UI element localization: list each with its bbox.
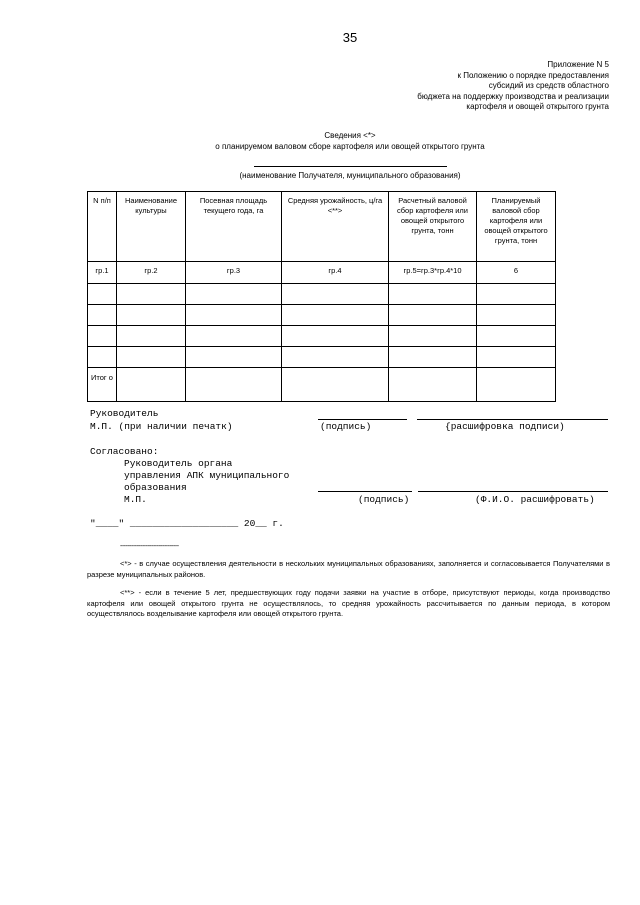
table-cell xyxy=(477,284,556,305)
table-cell xyxy=(282,284,389,305)
date-line: "____" ___________________ 20__ г. xyxy=(90,518,284,529)
harvest-table xyxy=(87,191,556,402)
table-cell xyxy=(117,284,186,305)
table-cell xyxy=(477,368,556,402)
recipient-name-line xyxy=(254,166,447,167)
table-cell xyxy=(282,347,389,368)
table-cell xyxy=(88,305,117,326)
header-cell: Расчетный валовой сбор картофеля или овощей открытого грунта, тонн xyxy=(389,192,477,262)
signature-line xyxy=(318,419,407,420)
agreed-stamp-label: М.П. xyxy=(124,494,147,505)
agreed-line-2: управления АПК муниципального xyxy=(124,470,290,481)
column-number-cell: гр.4 xyxy=(282,262,389,284)
table-row xyxy=(88,305,556,326)
table-cell xyxy=(117,326,186,347)
document-title xyxy=(0,130,640,152)
decode-line xyxy=(417,419,608,420)
table-cell xyxy=(282,368,389,402)
table-cell xyxy=(186,284,282,305)
agreed-name-caption: (Ф.И.О. расшифровать) xyxy=(475,494,595,505)
header-cell: Планируемый валовой сбор картофеля или овощей открытого грунта, тонн xyxy=(477,192,556,262)
agreed-name-line xyxy=(418,491,608,492)
table-cell xyxy=(186,326,282,347)
recipient-caption: (наименование Получателя, муниципального образования) xyxy=(239,171,461,180)
table-cell xyxy=(186,347,282,368)
table-cell xyxy=(389,368,477,402)
head-label: Руководитель xyxy=(90,408,159,419)
table-cell xyxy=(282,305,389,326)
header-cell: Посевная площадь текущего года, га xyxy=(186,192,282,262)
table-cell xyxy=(88,326,117,347)
title-line-2: о планируемом валовом сборе картофеля или овощей открытого грунта xyxy=(215,142,485,151)
table-cell xyxy=(186,305,282,326)
footnote-1: <*> - в случае осуществления деятельности в нескольких муниципальных образованиях, заполняется и согласовывается Получателями в разрезе муниципальных районов. xyxy=(87,559,610,579)
table-cell xyxy=(389,347,477,368)
appendix-line: субсидий из средств областного xyxy=(488,81,609,90)
table-cell xyxy=(186,368,282,402)
footnote-2: <**> - если в течение 5 лет, предшествующих году подачи заявки на участие в отборе, присутствуют периоды, когда производство картофеля или овощей открытого грунта не осуществлялось, то средняя урожайность рассчитывается по данным периода, в котором осуществлялось возделывание картофеля или овощей открытого грунта. xyxy=(87,588,610,618)
footnote-separator: -------------------------------- xyxy=(120,543,179,550)
signature-caption: (подпись) xyxy=(320,421,372,432)
header-cell: N п/п xyxy=(88,192,117,262)
header-cell: Наименование культуры xyxy=(117,192,186,262)
table-cell xyxy=(389,284,477,305)
table-cell xyxy=(477,326,556,347)
table-total-row xyxy=(88,368,556,402)
appendix-line: Приложение N 5 xyxy=(547,60,609,69)
agreed-signature-caption: (подпись) xyxy=(358,494,410,505)
table-row xyxy=(88,326,556,347)
table-row xyxy=(88,262,556,284)
table-cell xyxy=(389,326,477,347)
table-row xyxy=(88,284,556,305)
table-cell xyxy=(117,305,186,326)
appendix-line: бюджета на поддержку производства и реализации xyxy=(417,91,609,101)
column-number-cell: гр.5=гр.3*гр.4*10 xyxy=(389,262,477,284)
page-number: 35 xyxy=(342,30,358,45)
table-row xyxy=(88,347,556,368)
table-cell xyxy=(389,305,477,326)
table-cell xyxy=(88,347,117,368)
table-cell xyxy=(282,326,389,347)
column-number-cell: 6 xyxy=(477,262,556,284)
appendix-line: к Положению о порядке предоставления xyxy=(457,70,609,80)
appendix-header xyxy=(279,60,609,113)
table-cell xyxy=(477,305,556,326)
stamp-label: М.П. (при наличии печатк) xyxy=(90,421,233,432)
table-cell xyxy=(88,284,117,305)
header-cell: Средняя урожайность, ц/га <**> xyxy=(282,192,389,262)
title-line-1: Сведения <*> xyxy=(324,131,376,140)
agreed-line-1: Руководитель органа xyxy=(124,458,233,469)
column-number-cell: гр.1 xyxy=(88,262,117,284)
agreed-label: Согласовано: xyxy=(90,446,159,457)
agreed-signature-line xyxy=(318,491,412,492)
total-label-cell: Итог о xyxy=(88,368,117,402)
column-number-cell: гр.3 xyxy=(186,262,282,284)
agreed-line-3: образования xyxy=(124,482,187,493)
table-cell xyxy=(477,347,556,368)
table-cell xyxy=(117,347,186,368)
column-number-cell: гр.2 xyxy=(117,262,186,284)
appendix-line: картофеля и овощей открытого грунта xyxy=(466,102,609,111)
decode-caption: {расшифровка подписи) xyxy=(445,421,565,432)
table-header-row xyxy=(88,192,556,262)
table-cell xyxy=(117,368,186,402)
